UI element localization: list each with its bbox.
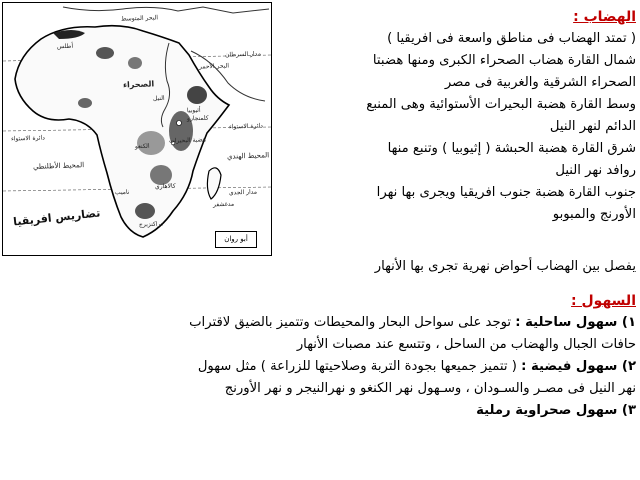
map-label-indian-ocean: المحيط الهندي xyxy=(226,151,270,161)
map-label-congo: الكنغو xyxy=(134,142,150,151)
map-label-equator: دائرة الاستواء xyxy=(228,122,264,131)
fouta-highland xyxy=(78,98,92,108)
plateaus-line: شمال القارة هضاب الصحراء الكبرى ومنها هضبتا xyxy=(372,53,636,68)
plain-item-desert xyxy=(10,400,636,422)
plateaus-last-line: يفصل بين الهضاب أحواض نهرية تجرى بها الأنهار xyxy=(374,259,636,274)
plain-item-text: ( تتميز جميعها بجودة التربة وصلاحيتها للزراعة ) مثل سهول xyxy=(197,359,517,374)
map-label-kalahari: كالاهاري xyxy=(154,182,176,191)
plain-item-coastal xyxy=(10,312,636,334)
plateaus-section xyxy=(276,6,636,226)
map-label-atlantic: المحيط الأطلنطي xyxy=(32,161,85,171)
plains-heading: السهول : xyxy=(571,293,636,309)
plateaus-line: شرق القارة هضبة الحبشة ( إثيوبيا ) وتنبع منها xyxy=(387,141,636,156)
africa-relief-map xyxy=(2,2,272,256)
map-title: تضاريس افريقيا xyxy=(12,206,101,229)
ahaggar-highland xyxy=(96,47,114,59)
map-label-drakensberg: دراكنزبرج xyxy=(138,220,164,229)
map-label-red-sea: البحر الأحمر xyxy=(198,62,230,71)
madagascar-outline xyxy=(207,168,221,199)
plateaus-line: وسط القارة هضبة البحيرات الأستوائية وهى المنبع xyxy=(366,97,636,112)
plain-item-cont: حافات الجبال والهضاب من الساحل ، وتتسع عند مصبات الأنهار xyxy=(296,337,636,352)
map-label-nile: النيل xyxy=(152,94,165,103)
plateaus-line: الصحراء الشرقية والغربية فى مصر xyxy=(444,75,636,90)
plain-item-cont: نهر النيل فى مصـر والسـودان ، وسـهول نهر الكنغو و نهرالنيجر و نهر الأورنج xyxy=(224,381,636,396)
plain-item-text: توجد على سواحل البحار والمحيطات وتتميز بالضيق لاقتراب xyxy=(189,315,512,330)
map-label-mediterranean: البحر المتوسط xyxy=(120,14,159,23)
plain-item-label: ١) سهول ساحلية : xyxy=(515,315,636,330)
plateaus-heading: الهضاب : xyxy=(573,9,636,25)
map-label-namib: ناميب xyxy=(114,188,130,197)
plateaus-line: روافد نهر النيل xyxy=(555,163,636,178)
lake-victoria xyxy=(177,121,182,126)
europe-coast xyxy=(63,7,269,13)
tibesti-highland xyxy=(128,57,142,69)
plain-item-label: ٢) سهول فيضية : xyxy=(521,359,636,374)
map-label-east-plateau: هضبة البحيرات xyxy=(168,136,207,145)
map-label-ethiopia: أثيوبيا xyxy=(186,106,201,115)
plain-item-label: ٣) سهول صحراوية رملية xyxy=(476,403,636,418)
map-label-equator-west: دائرة الاستواء xyxy=(10,134,46,143)
plateaus-line: جنوب القارة هضبة جنوب افريقيا ويجرى بها نهرا xyxy=(376,185,636,200)
plain-item-flood xyxy=(10,356,636,378)
map-label-sahara: الصحراء xyxy=(122,79,155,90)
map-label-cancer: مدار السرطان xyxy=(224,50,262,59)
ethiopian-highland xyxy=(187,86,207,104)
africa-outline xyxy=(12,26,229,237)
map-label-madagascar: مدغشقر xyxy=(212,200,235,209)
plateaus-line: الأورنج والمبوبو xyxy=(552,207,636,222)
map-author-box: أبو روان xyxy=(215,231,257,248)
plateaus-line: الدائم لنهر النيل xyxy=(549,119,636,134)
map-label-capricorn: مدار الجدي xyxy=(228,188,258,197)
plains-section xyxy=(10,290,636,422)
plateaus-line: ( تمتد الهضاب فى مناطق واسعة فى افريقيا ) xyxy=(387,31,636,46)
drakensberg-highland xyxy=(135,203,155,219)
map-label-kilimanjaro: كلمنجارو xyxy=(186,114,209,123)
map-label-atlas: أطلس xyxy=(56,42,74,51)
